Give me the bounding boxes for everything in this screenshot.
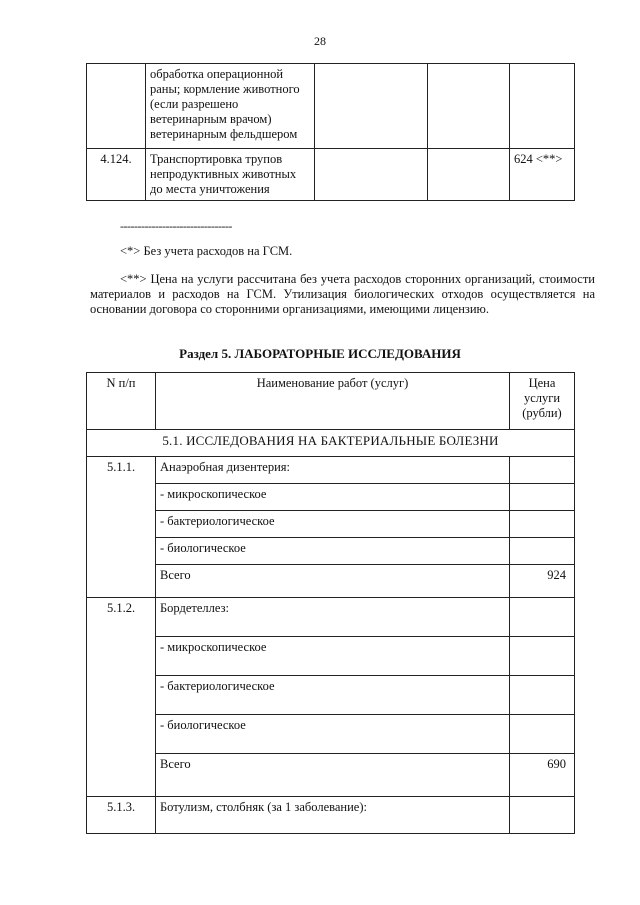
header-name: Наименование работ (услуг) — [156, 373, 510, 430]
table-row — [87, 149, 575, 201]
table-row — [87, 676, 575, 715]
page-number: 28 — [314, 34, 326, 48]
row-number: 4.124. — [87, 149, 146, 201]
header-num: N п/п — [87, 373, 156, 430]
price-cell — [510, 715, 575, 754]
list-item: - микроскопическое — [156, 637, 510, 676]
table-row — [87, 565, 575, 598]
row-number — [87, 64, 146, 149]
table-row — [87, 484, 575, 511]
list-item: - биологическое — [156, 715, 510, 754]
table-row — [87, 797, 575, 834]
row-number: 5.1.2. — [87, 598, 156, 797]
service-price: 624 <**> — [510, 149, 575, 201]
price-cell — [510, 484, 575, 511]
list-item: - бактериологическое — [156, 676, 510, 715]
price-cell — [510, 676, 575, 715]
total-price: 924 — [510, 565, 575, 598]
lab-services-table — [86, 372, 575, 834]
price-cell — [510, 797, 575, 834]
empty-cell — [428, 149, 510, 201]
subsection-title: 5.1. ИССЛЕДОВАНИЯ НА БАКТЕРИАЛЬНЫЕ БОЛЕЗНИ — [87, 430, 575, 457]
list-item: - микроскопическое — [156, 484, 510, 511]
footnote-separator: -------------------------------- — [120, 219, 232, 233]
table-row — [87, 511, 575, 538]
group-title: Анаэробная дизентерия: — [156, 457, 510, 484]
table-row — [87, 715, 575, 754]
price-cell — [510, 637, 575, 676]
list-item: - биологическое — [156, 538, 510, 565]
services-table-continued — [86, 63, 575, 201]
empty-cell — [315, 64, 428, 149]
row-number: 5.1.1. — [87, 457, 156, 598]
group-title: Ботулизм, столбняк (за 1 заболевание): — [156, 797, 510, 834]
price-cell — [510, 457, 575, 484]
empty-cell — [315, 149, 428, 201]
total-label: Всего — [156, 565, 510, 598]
table-row — [87, 598, 575, 637]
total-label: Всего — [156, 754, 510, 797]
footnote-2: <**> Цена на услуги рассчитана без учета расходов сторонних организаций, стоимости материалов и расходов на ГСМ. Утилизация биологических отходов осуществляется на основании договора со сторонними организациями, имеющими лицензию. — [90, 272, 595, 316]
total-price: 690 — [510, 754, 575, 797]
footnote-1: <*> Без учета расходов на ГСМ. — [120, 244, 293, 258]
section-title: Раздел 5. ЛАБОРАТОРНЫЕ ИССЛЕДОВАНИЯ — [179, 346, 461, 361]
table-header-row — [87, 373, 575, 430]
list-item: - бактериологическое — [156, 511, 510, 538]
service-name: Транспортировка трупов непродуктивных животных до места уничтожения — [146, 149, 315, 201]
table-row — [87, 538, 575, 565]
table-row — [87, 64, 575, 149]
price-cell — [510, 598, 575, 637]
service-price — [510, 64, 575, 149]
table-row — [87, 637, 575, 676]
group-title: Бордетеллез: — [156, 598, 510, 637]
empty-cell — [428, 64, 510, 149]
table-row — [87, 457, 575, 484]
header-price: Цена услуги (рубли) — [510, 373, 575, 430]
row-number: 5.1.3. — [87, 797, 156, 834]
subsection-row — [87, 430, 575, 457]
price-cell — [510, 538, 575, 565]
table-row — [87, 754, 575, 797]
price-cell — [510, 511, 575, 538]
service-name: обработка операционной раны; кормление животного (если разрешено ветеринарным врачом) ветеринарным фельдшером — [146, 64, 315, 149]
